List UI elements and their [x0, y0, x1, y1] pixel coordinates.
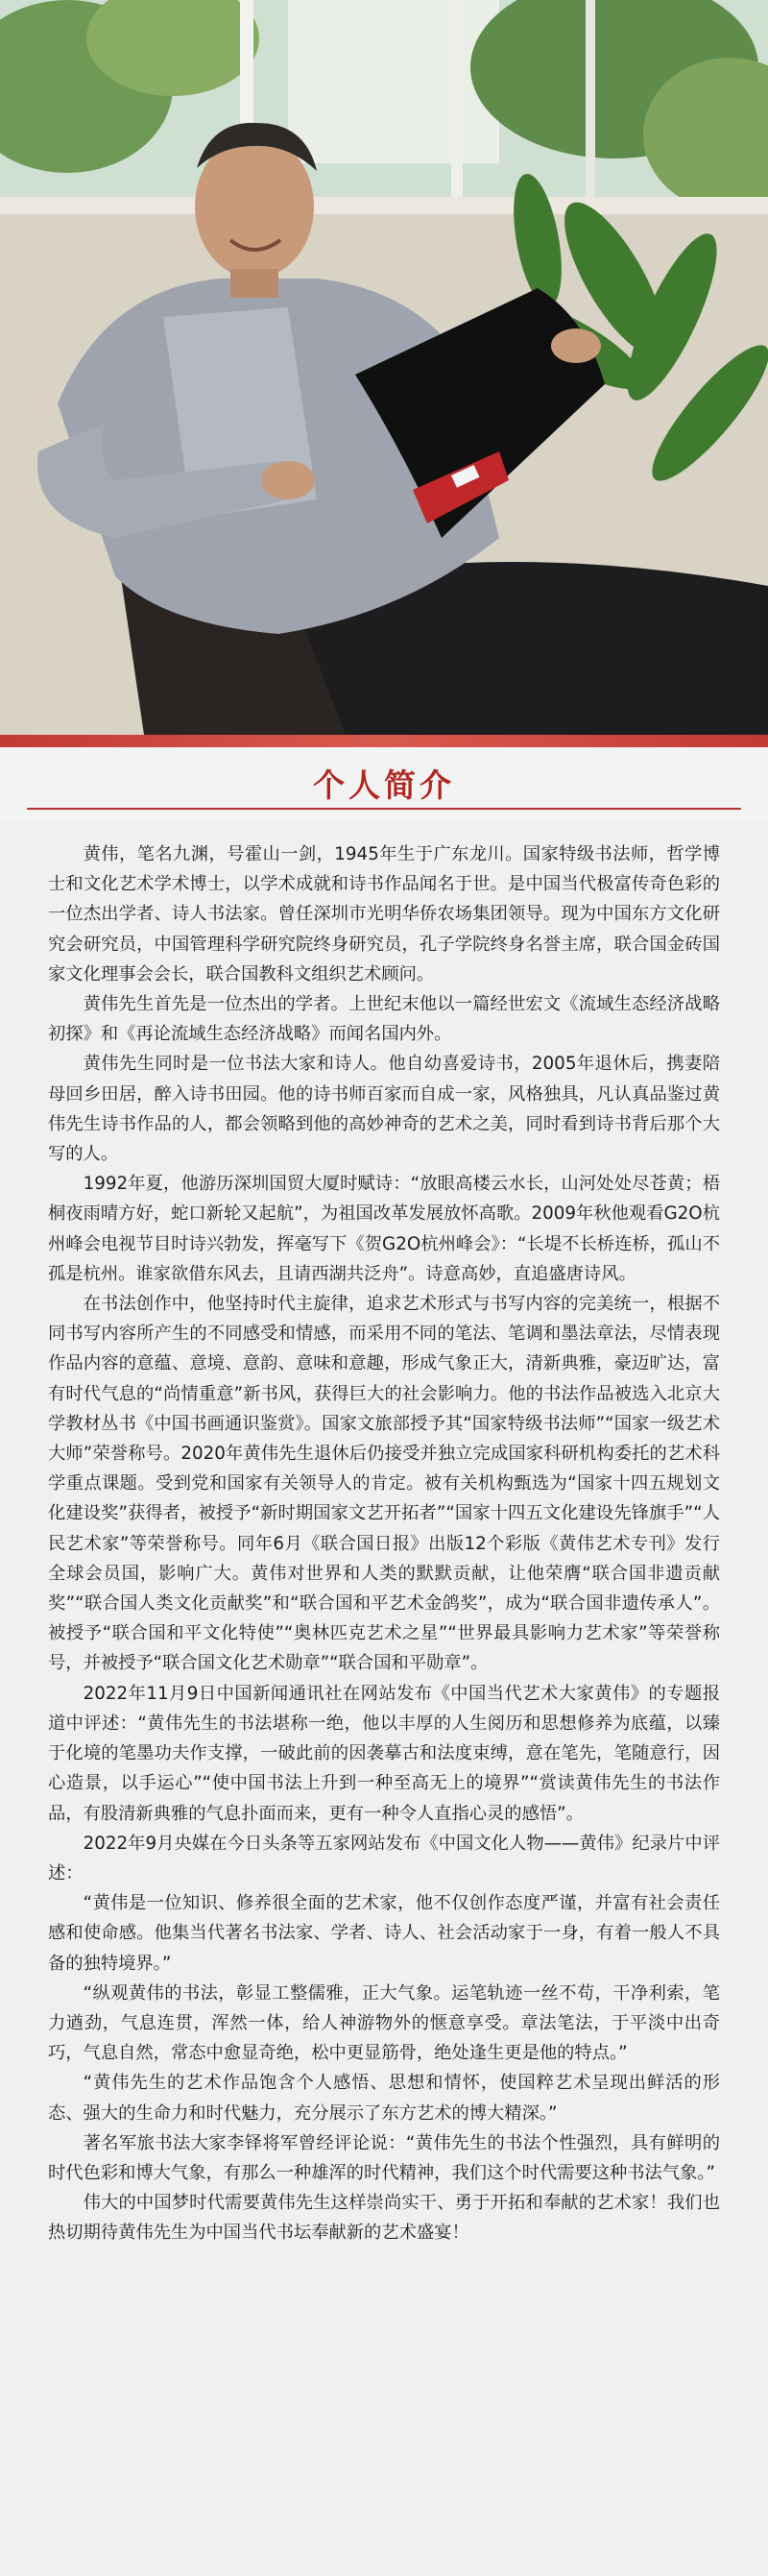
biography-text [48, 839, 720, 2248]
header-band [0, 735, 768, 747]
portrait-illustration [0, 0, 768, 735]
paragraph-news-2022-11: 2022年11月9日中国新闻通讯社在网站发布《中国当代艺术大家黄伟》的专题报道中评述：“黄伟先生的书法堪称一绝，他以丰厚的人生阅历和思想修养为底蕴，以臻于化境的笔墨功夫作支撑，一破此前的因袭摹古和法度束缚，意在笔先，笔随意行，因心造景，以手运心”“使中国书法上升到一种至高无上的境界”“赏读黄伟先生的书法作品，有股清新典雅的气息扑面而来，更有一种令人直指心灵的感悟”。 [48, 1683, 720, 1824]
portrait-photo [0, 0, 768, 735]
page-title: 个人简介 [313, 766, 455, 804]
title-area [0, 747, 768, 822]
title-divider [27, 808, 741, 810]
quote-2: “纵观黄伟的书法，彰显工整儒雅，正大气象。运笔轨迹一丝不苟，干净利索，笔力遒劲，气息连贯，浑然一体，给人神游物外的惬意享受。章法笔法，于平淡中出奇巧，气息自然，常态中愈显奇绝，松中更显筋骨，绝处逢生更是他的特点。” [48, 1982, 720, 2064]
paragraph-poetry: 1992年夏，他游历深圳国贸大厦时赋诗：“放眼高楼云水长，山河处处尽苍黄；梧桐夜雨晴方好，蛇口新轮又起航”，为祖国改革发展放怀高歌。2009年秋他观看G2O杭州峰会电视节目时诗兴勃发，挥毫写下《贺G2O杭州峰会》：“长堤不长桥连桥，孤山不孤是杭州。谁家欲借东风去，且请西湖共泛舟”。诗意高妙，直追盛唐诗风。 [48, 1174, 720, 1284]
paragraph-li-duo: 著名军旅书法大家李铎将军曾经评论说：“黄伟先生的书法个性强烈，具有鲜明的时代色彩和博大气象，有那么一种雄浑的时代精神，我们这个时代需要这种书法气象。” [48, 2132, 720, 2183]
paragraph-intro: 黄伟，笔名九渊，号霍山一剑，1945年生于广东龙川。国家特级书法师，哲学博士和文化艺术学术博士，以学术成就和诗书作品闻名于世。是中国当代极富传奇色彩的一位杰出学者、诗人书法家。曾任深圳市光明华侨农场集团领导。现为中国东方文化研究会研究员，中国管理科学研究院终身研究员，孔子学院终身名誉主席，联合国金砖国家文化理事会会长，联合国教科文组织艺术顾问。 [48, 844, 720, 984]
paragraph-creation: 在书法创作中，他坚持时代主旋律，追求艺术形式与书写内容的完美统一，根据不同书写内容所产生的不同感受和情感，而采用不同的笔法、笔调和墨法章法，尽情表现作品内容的意蕴、意境、意韵、意味和意趣，形成气象正大，清新典雅，豪迈旷达，富有时代气息的“尚情重意”新书风，获得巨大的社会影响力。他的书法作品被选入北京大学教材丛书《中国书画通识鉴赏》。国家文旅部授予其“国家特级书法师”“国家一级艺术大师”荣誉称号。2020年黄伟先生退休后仍接受并独立完成国家科研机构委托的艺术科学重点课题。受到党和国家有关领导人的肯定。被有关机构甄选为“国家十四五规划文化建设奖”获得者，被授予“新时期国家文艺开拓者”“国家十四五文化建设先锋旗手”“人民艺术家”等荣誉称号。同年6月《联合国日报》出版12个彩版《黄伟艺术专刊》发行全球会员国，影响广大。黄伟对世界和人类的默默贡献，让他荣膺“联合国非遗贡献奖”“联合国人类文化贡献奖”和“联合国和平艺术金鸽奖”，成为“联合国非遗传承人”。被授予“联合国和平文化特使”“奥林匹克艺术之星”“世界最具影响力艺术家”等荣誉称号，并被授予“联合国文化艺术勋章”“联合国和平勋章”。 [48, 1294, 720, 1674]
quote-3: “黄伟先生的艺术作品饱含个人感悟、思想和情怀，使国粹艺术呈现出鲜活的形态、强大的生命力和时代魅力，充分展示了东方艺术的博大精深。” [48, 2073, 720, 2124]
paragraph-news-2022-09: 2022年9月央媒在今日头条等五家网站发布《中国文化人物——黄伟》纪录片中评述： [48, 1833, 720, 1883]
quote-1: “黄伟是一位知识、修养很全面的艺术家，他不仅创作态度严谨，并富有社会责任感和使命感。他集当代著名书法家、学者、诗人、社会活动家于一身，有着一般人不具备的独特境界。” [48, 1893, 720, 1974]
paragraph-calligrapher: 黄伟先生同时是一位书法大家和诗人。他自幼喜爱诗书，2005年退休后，携妻陪母回乡田居，醉入诗书田园。他的诗书师百家而自成一家，风格独具，凡认真品鉴过黄伟先生诗书作品的人，都会领略到他的高妙神奇的艺术之美，同时看到诗书背后那个大写的人。 [48, 1054, 720, 1165]
paragraph-closing: 伟大的中国梦时代需要黄伟先生这样崇尚实干、勇于开拓和奉献的艺术家！我们也热切期待黄伟先生为中国当代书坛奉献新的艺术盛宴！ [48, 2193, 720, 2244]
paragraph-scholar: 黄伟先生首先是一位杰出的学者。上世纪末他以一篇经世宏文《流域生态经济战略初探》和《再论流域生态经济战略》而闻名国内外。 [48, 994, 720, 1045]
